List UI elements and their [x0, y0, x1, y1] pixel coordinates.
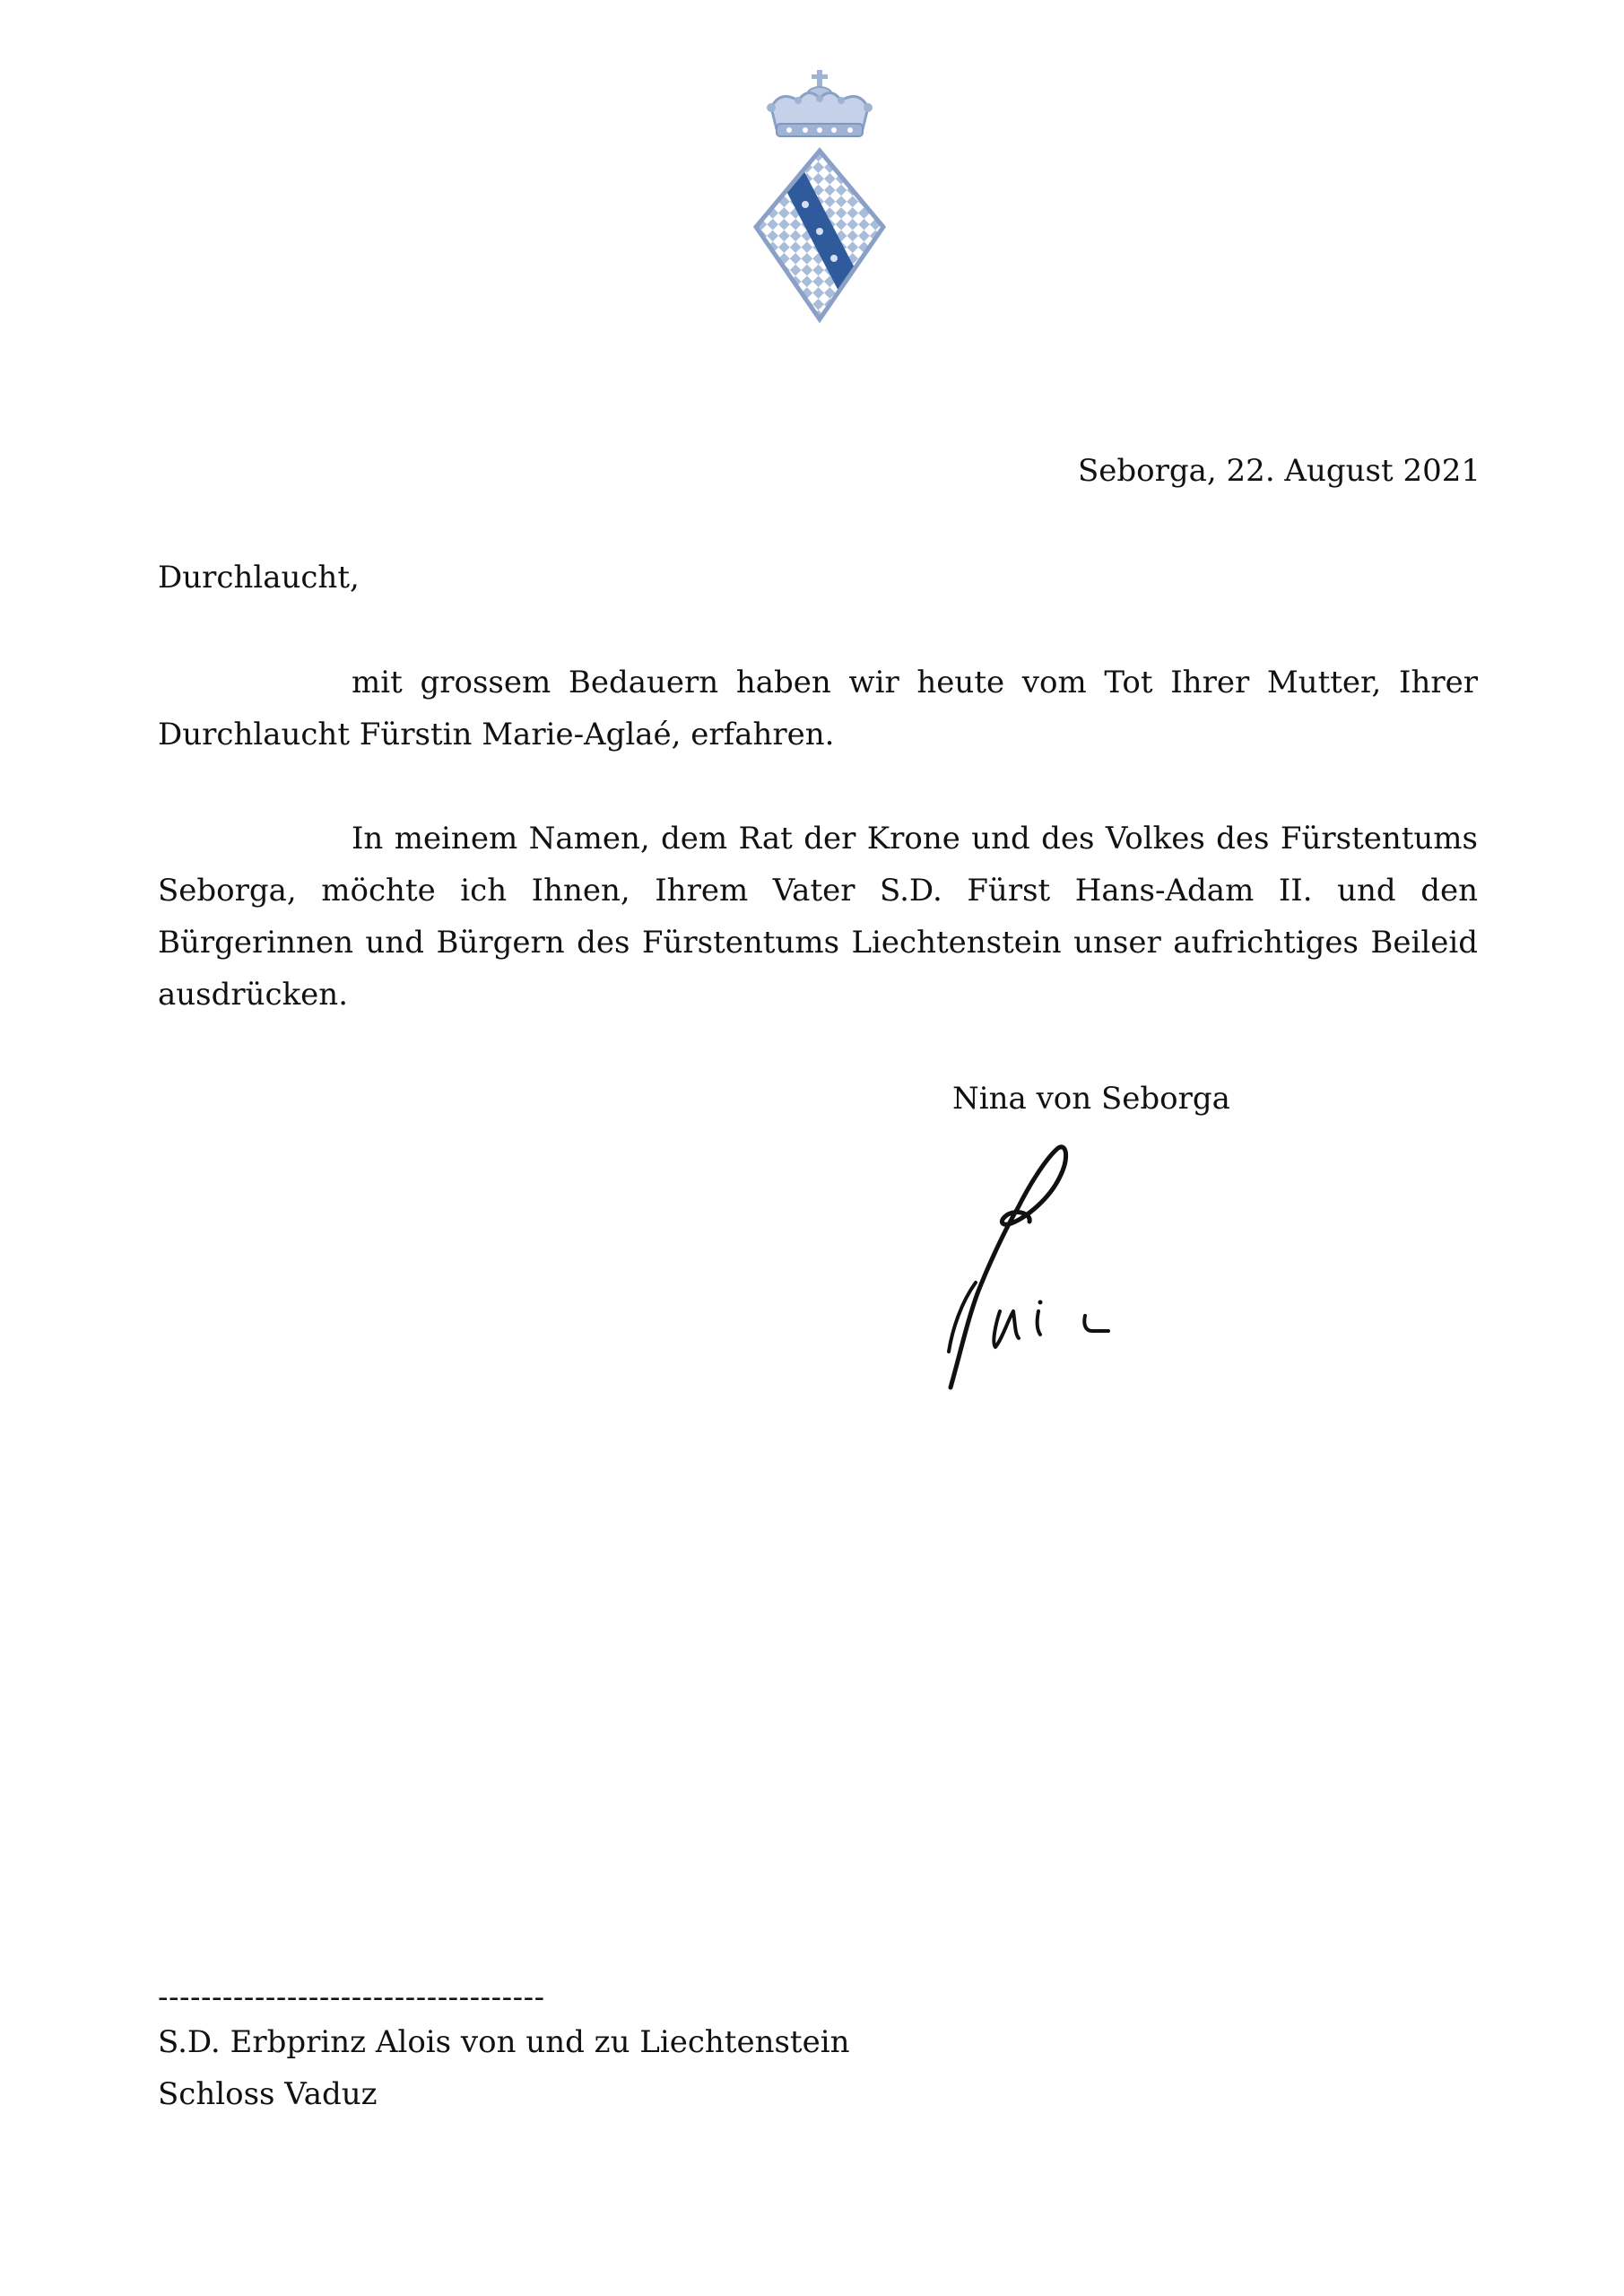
- place-date: Seborga, 22. August 2021: [1078, 453, 1481, 489]
- separator-line: ------------------------------------: [158, 1979, 545, 2015]
- signer-name: Nina von Seborga: [952, 1081, 1230, 1117]
- recipient-location: Schloss Vaduz: [158, 2076, 378, 2112]
- handwritten-signature-icon: [933, 1132, 1130, 1401]
- salutation: Durchlaucht,: [158, 560, 360, 596]
- coat-of-arms-icon: [753, 70, 886, 323]
- paragraph-2: In meinem Namen, dem Rat der Krone und des Volkes des Fürstentums Seborga, möchte ich Ihnen, Ihrem Vater S.D. Fürst Hans-Adam II. und den Bürgerinnen und Bürgern des Fürstentums Liechtenstein unser aufrichtiges Beileid ausdrücken.: [158, 821, 1478, 1013]
- paragraph-1: mit grossem Bedauern haben wir heute vom Tot Ihrer Mutter, Ihrer Durchlaucht Fürstin Marie-Aglaé, erfahren.: [158, 665, 1478, 752]
- recipient-name: S.D. Erbprinz Alois von und zu Liechtenstein: [158, 2024, 850, 2060]
